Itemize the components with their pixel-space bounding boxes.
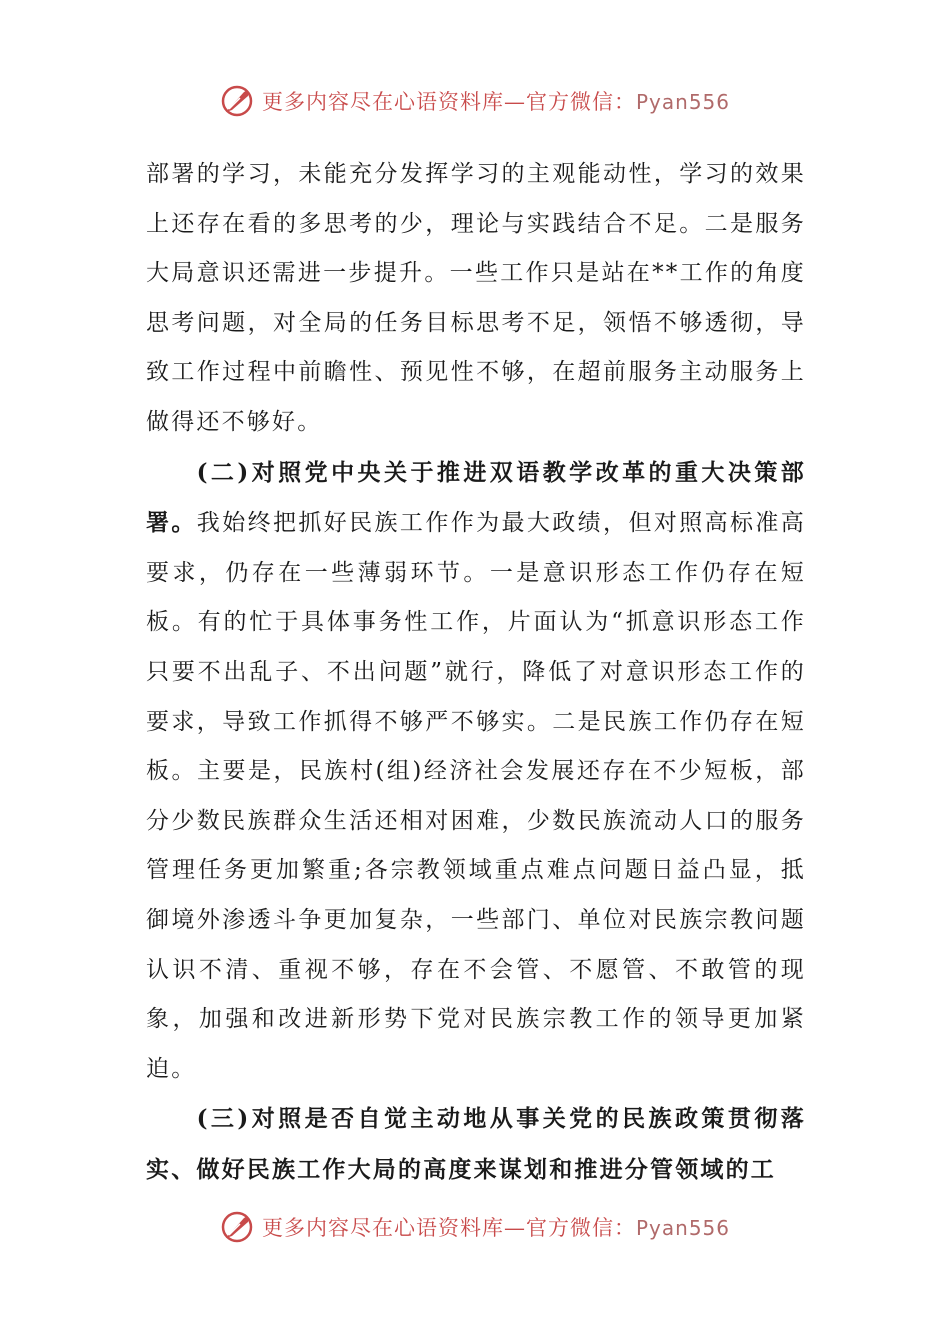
- paragraph-continuation: 部署的学习，未能充分发挥学习的主观能动性，学习的效果上还存在看的多思考的少，理论与实践结合不足。二是服务大局意识还需进一步提升。一些工作只是站在**工作的角度思考问题，对全局的任务目标思考不足，领悟不够透彻，导致工作过程中前瞻性、预见性不够，在超前服务主动服务上做得还不够好。: [146, 161, 806, 435]
- section-2-heading: (二)对照党中央关于推进双语教学改革的重大决策部署。: [146, 458, 806, 537]
- watermark-wechat-id: Pyan556: [635, 90, 730, 114]
- document-body: [146, 150, 806, 1195]
- watermark-text: 更多内容尽在心语资料库—官方微信：: [261, 1216, 636, 1240]
- quill-logo-icon: [220, 1210, 254, 1244]
- watermark-header: [0, 84, 950, 118]
- section-2-body: 我始终把抓好民族工作作为最大政绩，但对照高标准高要求，仍存在一些薄弱环节。一是意识形态工作仍存在短板。有的忙于具体事务性工作，片面认为“抓意识形态工作只要不出乱子、不出问题”就行，降低了对意识形态工作的要求，导致工作抓得不够严不够实。二是民族工作仍存在短板。主要是，民族村(组)经济社会发展还存在不少短板，部分少数民族群众生活还相对困难，少数民族流动人口的服务管理任务更加繁重;各宗教领域重点难点问题日益凸显，抵御境外渗透斗争更加复杂，一些部门、单位对民族宗教问题认识不清、重视不够，存在不会管、不愿管、不敢管的现象，加强和改进新形势下党对民族宗教工作的领导更加紧迫。: [146, 510, 806, 1082]
- paragraph-section-3: [146, 1094, 806, 1195]
- quill-logo-icon: [220, 84, 254, 118]
- watermark-text: 更多内容尽在心语资料库—官方微信：: [261, 90, 636, 114]
- watermark-footer: [0, 1210, 950, 1244]
- watermark-wechat-id: Pyan556: [635, 1216, 730, 1240]
- section-3-heading: (三)对照是否自觉主动地从事关党的民族政策贯彻落实、做好民族工作大局的高度来谋划和推进分管领域的工: [146, 1105, 806, 1183]
- paragraph-section-2: [146, 448, 806, 1095]
